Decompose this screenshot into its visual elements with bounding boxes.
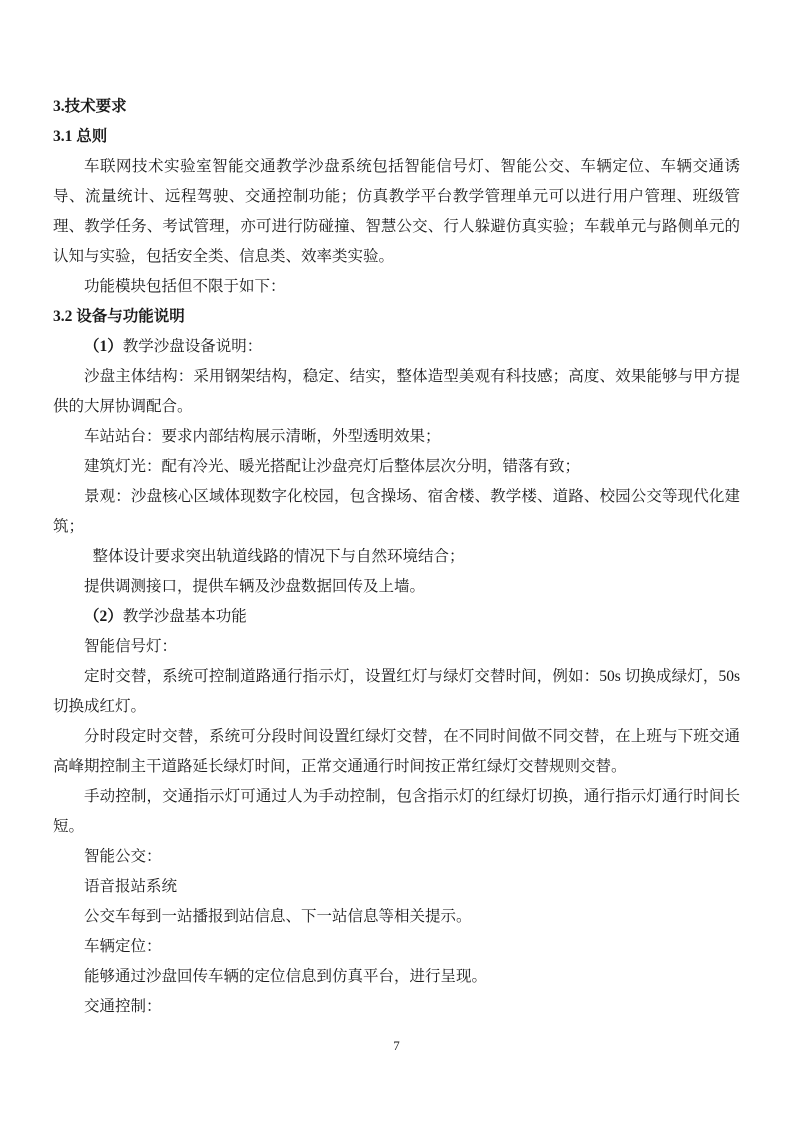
paragraph (53, 332, 740, 362)
paragraph: 沙盘主体结构：采用钢架结构，稳定、结实，整体造型美观有科技感；高度、效果能够与甲方提供的大屏协调配合。 (53, 368, 740, 415)
paragraph: 车联网技术实验室智能交通教学沙盘系统包括智能信号灯、智能公交、车辆定位、车辆交通诱导、流量统计、远程驾驶、交通控制功能；仿真教学平台教学管理单元可以进行用户管理、班级管理、教学任务、考试管理，亦可进行防碰撞、智慧公交、行人躲避仿真实验；车载单元与路侧单元的认知与实验，包括安全类、信息类、效率类实验。 (53, 158, 740, 265)
paragraph: 功能模块包括但不限于如下： (84, 278, 286, 295)
paragraph: 智能信号灯： (84, 638, 178, 655)
paragraph: 定时交替，系统可控制道路通行指示灯，设置红灯与绿灯交替时间，例如：50s 切换成绿灯，50s 切换成红灯。 (53, 668, 740, 715)
paragraph-text: 教学沙盘设备说明： (122, 338, 263, 355)
page-number: 7 (393, 1038, 400, 1053)
document-body (53, 92, 740, 1022)
paragraph-text: 教学沙盘基本功能 (122, 608, 247, 625)
paragraph: 能够通过沙盘回传车辆的定位信息到仿真平台，进行呈现。 (84, 968, 488, 985)
paragraph: 车辆定位： (84, 938, 162, 955)
paragraph: 分时段定时交替，系统可分段时间设置红绿灯交替，在不同时间做不同交替，在上班与下班交通高峰期控制主干道路延长绿灯时间，正常交通通行时间按正常红绿灯交替规则交替。 (53, 728, 740, 775)
section-heading: 3.1 总则 (53, 128, 108, 145)
paragraph: 车站站台：要求内部结构展示清晰，外型透明效果； (84, 428, 441, 445)
paragraph: 公交车每到一站播报到站信息、下一站信息等相关提示。 (84, 908, 472, 925)
paragraph (53, 602, 740, 632)
paragraph: 建筑灯光：配有冷光、暖光搭配让沙盘亮灯后整体层次分明，错落有致； (84, 458, 581, 475)
section-heading: 3.技术要求 (53, 98, 127, 115)
paragraph: 智能公交： (84, 848, 162, 865)
section-heading: 3.2 设备与功能说明 (53, 308, 185, 325)
list-number: （2） (84, 608, 123, 625)
paragraph: 整体设计要求突出轨道线路的情况下与自然环境结合； (92, 548, 465, 565)
paragraph: 景观：沙盘核心区域体现数字化校园，包含操场、宿舍楼、教学楼、道路、校园公交等现代化建筑； (53, 488, 740, 535)
paragraph: 交通控制： (84, 998, 162, 1015)
list-number: （1） (84, 338, 123, 355)
paragraph: 手动控制，交通指示灯可通过人为手动控制，包含指示灯的红绿灯切换，通行指示灯通行时间长短。 (53, 788, 740, 835)
paragraph: 语音报站系统 (84, 878, 178, 895)
paragraph: 提供调测接口，提供车辆及沙盘数据回传及上墙。 (84, 578, 426, 595)
